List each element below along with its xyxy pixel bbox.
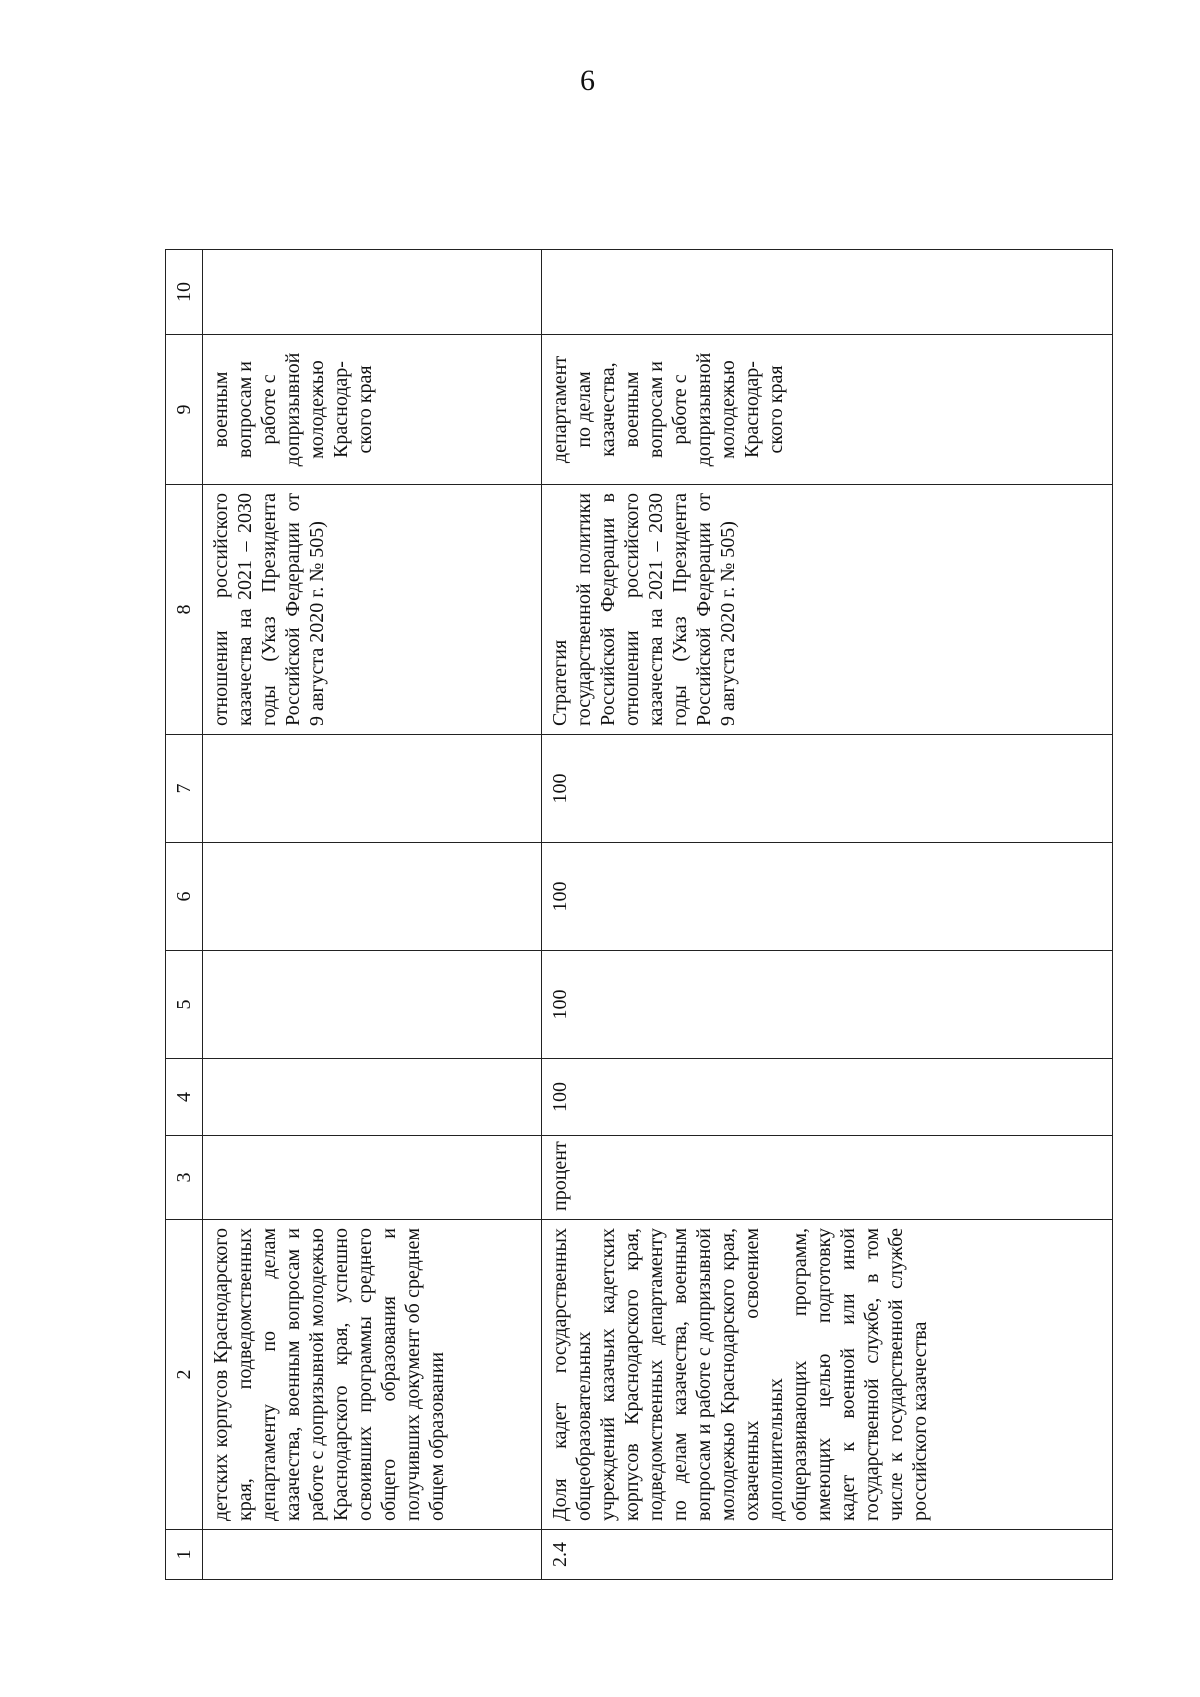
value-cell bbox=[203, 951, 542, 1059]
responsible-cell: департамент по делам казачества, военным вопросам и работе с допризывной молодежью Краснодар- ского края bbox=[542, 335, 1113, 485]
rotated-table-container bbox=[165, 250, 1115, 1580]
table-row bbox=[203, 250, 542, 1580]
header-cell: 9 bbox=[166, 335, 203, 485]
value-cell bbox=[203, 735, 542, 843]
value-cell: 100 bbox=[542, 951, 1113, 1059]
header-cell: 8 bbox=[166, 485, 203, 735]
page-number: 6 bbox=[580, 64, 595, 97]
header-row bbox=[166, 250, 203, 1580]
value-cell bbox=[203, 843, 542, 951]
row-number-cell: 2.4 bbox=[542, 1530, 1113, 1580]
source-document-cell: Стратегия государственной политики Российской Федерации в отношении российского казачества на 2021 – 2030 годы (Указ Президента Российской Федерации от 9 августа 2020 г. № 505) bbox=[542, 485, 1113, 735]
header-cell: 2 bbox=[166, 1220, 203, 1530]
header-cell: 10 bbox=[166, 250, 203, 335]
value-cell: 100 bbox=[542, 735, 1113, 843]
value-cell: 100 bbox=[542, 1059, 1113, 1136]
indicators-table bbox=[165, 249, 1113, 1580]
indicator-name-cell: Доля кадет государственных общеобразовательных учреждений казачьих кадетских корпусов Краснодарского края, подведомственных департаменту по делам казачества, военным вопросам и работе с допризывной молодежью Краснодарского края, охваченных освоением дополнительных общеразвивающих программ, имеющих целью подготовку кадет к военной или иной государственной службе, в том числе к государственной службе российского казачества bbox=[542, 1220, 1113, 1530]
header-cell: 7 bbox=[166, 735, 203, 843]
header-cell: 1 bbox=[166, 1530, 203, 1580]
note-cell bbox=[542, 250, 1113, 335]
note-cell bbox=[203, 250, 542, 335]
row-number-cell bbox=[203, 1530, 542, 1580]
unit-cell: процент bbox=[542, 1136, 1113, 1220]
header-cell: 5 bbox=[166, 951, 203, 1059]
indicator-name-cell: детских корпусов Краснодарского края, подведомственных департаменту по делам казачества, военным вопросам и работе с допризывной молодежью Краснодарского края, успешно освоивших программы среднего общего образования и получивших документ об среднем общем образовании bbox=[203, 1220, 542, 1530]
header-cell: 4 bbox=[166, 1059, 203, 1136]
header-cell: 3 bbox=[166, 1136, 203, 1220]
table-row bbox=[542, 250, 1113, 1580]
unit-cell bbox=[203, 1136, 542, 1220]
value-cell bbox=[203, 1059, 542, 1136]
value-cell: 100 bbox=[542, 843, 1113, 951]
header-cell: 6 bbox=[166, 843, 203, 951]
source-document-cell: отношении российского казачества на 2021 – 2030 годы (Указ Президента Российской Федерации от 9 августа 2020 г. № 505) bbox=[203, 485, 542, 735]
responsible-cell: военным вопросам и работе с допризывной молодежью Краснодар- ского края bbox=[203, 335, 542, 485]
